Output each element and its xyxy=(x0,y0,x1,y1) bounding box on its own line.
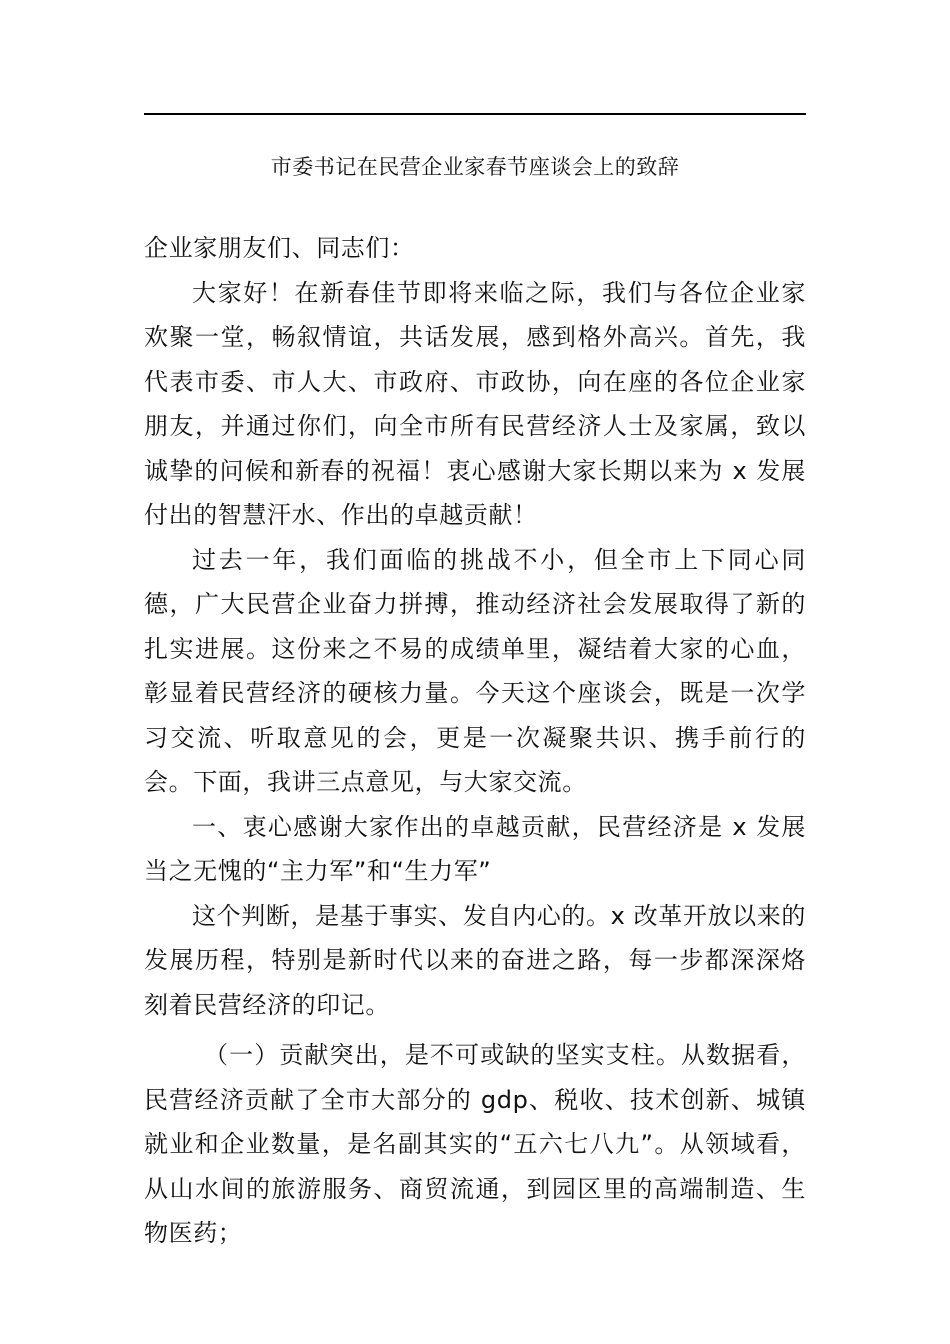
document-body xyxy=(144,226,806,1256)
section-heading-one: 一、衷心感谢大家作出的卓越贡献，民营经济是 x 发展当之无愧的“主力军”和“生力军” xyxy=(144,812,806,885)
document-title: 市委书记在民营企业家春节座谈会上的致辞 xyxy=(270,155,680,179)
paragraph-judgment: 这个判断，是基于事实、发自内心的。x 改革开放以来的发展历程，特别是新时代以来的奋进之路，每一步都深深烙刻着民营经济的印记。 xyxy=(144,901,806,1019)
header-rule xyxy=(144,113,806,115)
sub-heading-contribution: （一）贡献突出，是不可或缺的坚实支柱。从数据看，民营经济贡献了全市大部分的 gdp、税收、技术创新、城镇就业和企业数量，是名副其实的“五六七八九”。从领域看，从山水间的旅游服务、商贸流通，到园区里的高端制造、生物医药； xyxy=(144,1041,806,1247)
salutation: 企业家朋友们、同志们： xyxy=(144,234,415,262)
paragraph-greeting: 大家好！在新春佳节即将来临之际，我们与各位企业家欢聚一堂，畅叙情谊，共话发展，感到格外高兴。首先，我代表市委、市人大、市政府、市政协，向在座的各位企业家朋友，并通过你们，向全市所有民营经济人士及家属，致以诚挚的问候和新春的祝福！衷心感谢大家长期以来为 x 发展付出的智慧汗水、作出的卓越贡献！ xyxy=(144,278,806,529)
paragraph-review: 过去一年，我们面临的挑战不小，但全市上下同心同德，广大民营企业奋力拼搏，推动经济社会发展取得了新的扎实进展。这份来之不易的成绩单里，凝结着大家的心血，彰显着民营经济的硬核力量。今天这个座谈会，既是一次学习交流、听取意见的会，更是一次凝聚共识、携手前行的会。下面，我讲三点意见，与大家交流。 xyxy=(144,545,806,796)
